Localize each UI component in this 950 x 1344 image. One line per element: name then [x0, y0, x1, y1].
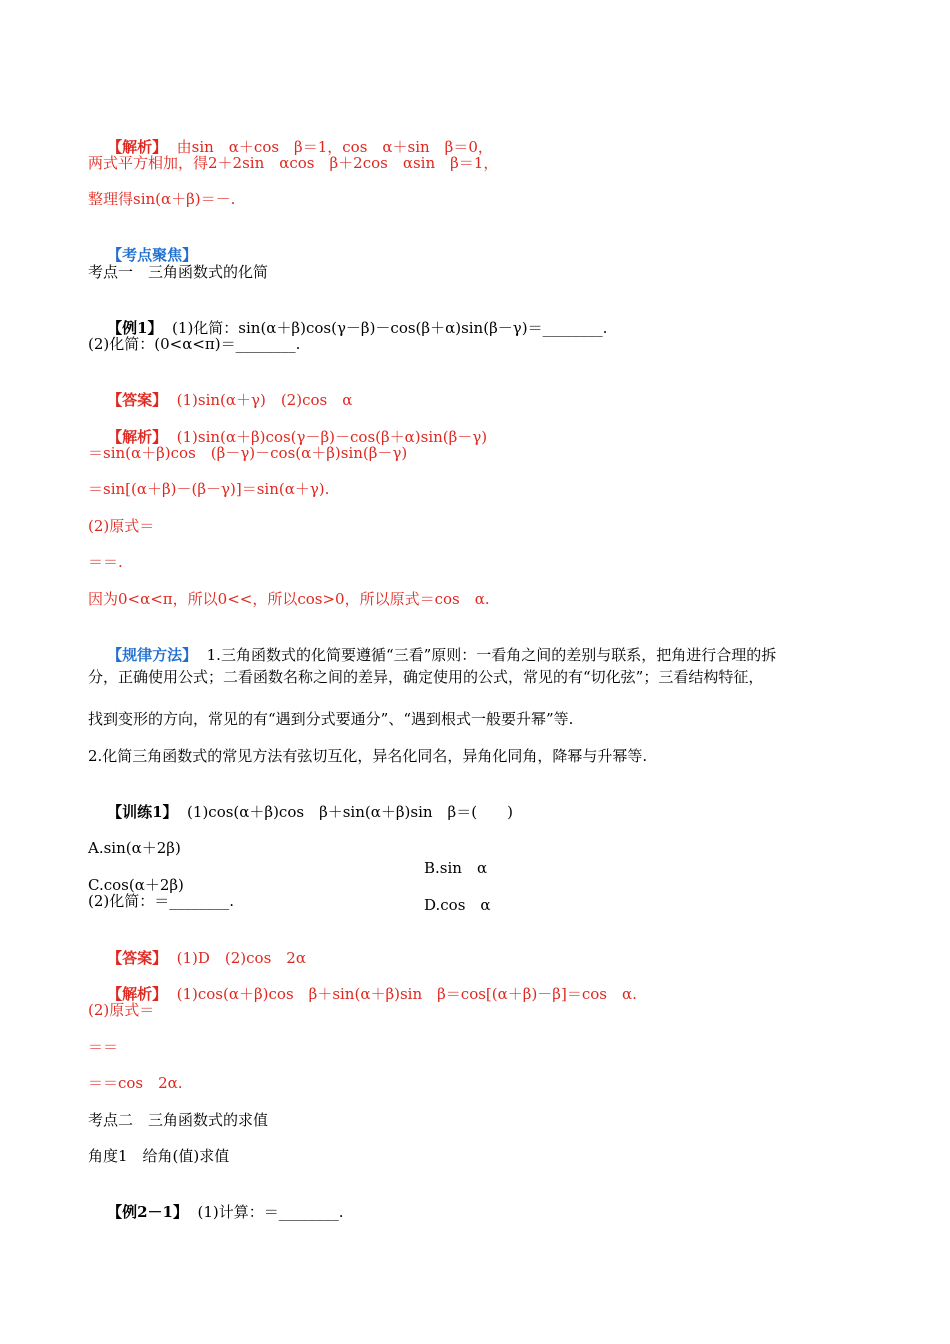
solution-line-2: 两式平方相加，得2＋2sin αcos β＋2cos αsin β＝1， [88, 154, 499, 172]
line-text: (1)sin(α＋β)cos(γ－β)－cos(β＋α)sin(β－γ) [167, 428, 488, 446]
option-b: B.sin α [424, 859, 488, 877]
label-solution: 【解析】 [107, 985, 168, 1003]
topic-title-1: 考点一 三角函数式的化简 [88, 263, 269, 281]
solution-3-line-4: ＝＝cos 2α. [88, 1074, 183, 1092]
line-text: (1)cos(α＋β)cos β＋sin(α＋β)sin β＝cos[(α＋β)－β]＝cos α. [167, 985, 637, 1003]
solution-3-line-1 [88, 964, 637, 1024]
line-text: 由sin α＋cos β＝1，cos α＋sin β＝0， [167, 138, 493, 156]
line-text: (1)D (2)cos 2α [167, 949, 306, 967]
label-example: 【例1】 [107, 319, 163, 337]
solution-2-line-5: ＝＝. [88, 553, 123, 571]
topic-title-2: 考点二 三角函数式的求值 [88, 1111, 269, 1129]
solution-2-line-4: (2)原式＝ [88, 517, 155, 535]
line-text: (1)sin(α＋γ) (2)cos α [167, 391, 353, 409]
label-answer: 【答案】 [107, 391, 168, 409]
solution-line-3: 整理得sin(α＋β)＝－. [88, 190, 236, 208]
label-training: 【训练1】 [107, 803, 178, 821]
solution-3-line-3: ＝＝ [88, 1038, 119, 1056]
label-method: 【规律方法】 [107, 646, 198, 664]
label-focus: 【考点聚焦】 [107, 246, 198, 264]
method-line-4: 2.化简三角函数式的常见方法有弦切互化，异名化同名，异角化同角，降幂与升幂等. [88, 747, 648, 765]
option-a: A.sin(α＋2β) [88, 839, 181, 857]
line-text: (1)计算：＝________. [187, 1203, 344, 1221]
line-text: 1.三角函数式的化简要遵循“三看”原则：一看角之间的差别与联系，把角进行合理的拆 [197, 646, 777, 664]
method-line-2: 分，正确使用公式；二看函数名称之间的差异，确定使用的公式，常见的有“切化弦”；三看结构特征， [88, 668, 764, 686]
option-c: C.cos(α＋2β) [88, 876, 184, 894]
label-example: 【例2－1】 [107, 1203, 188, 1221]
line-text: (1)cos(α＋β)cos β＋sin(α＋β)sin β＝( ) [177, 803, 513, 821]
label-solution: 【解析】 [107, 138, 168, 156]
label-answer: 【答案】 [107, 949, 168, 967]
line-text: (1)化简：sin(α＋β)cos(γ－β)－cos(β＋α)sin(β－γ)＝________. [162, 319, 608, 337]
label-solution: 【解析】 [107, 428, 168, 446]
subtopic-title: 角度1 给角(值)求值 [88, 1147, 230, 1165]
example-1-part-2: (2)化简：(0<α<π)＝________. [88, 335, 301, 353]
solution-2-line-6: 因为0<α<π，所以0<<，所以cos>0，所以原式＝cos α. [88, 590, 490, 608]
solution-2-line-2: ＝sin(α＋β)cos (β－γ)－cos(α＋β)sin(β－γ) [88, 444, 408, 462]
solution-3-line-2: (2)原式＝ [88, 1001, 155, 1019]
method-line-3: 找到变形的方向，常见的有“遇到分式要通分”、“遇到根式一般要升幂”等. [88, 710, 574, 728]
example-2-line [88, 1182, 344, 1242]
option-d: D.cos α [424, 896, 491, 914]
training-1-part-2: (2)化简：＝________. [88, 892, 235, 910]
solution-2-line-3: ＝sin[(α＋β)－(β－γ)]＝sin(α＋γ). [88, 480, 330, 498]
